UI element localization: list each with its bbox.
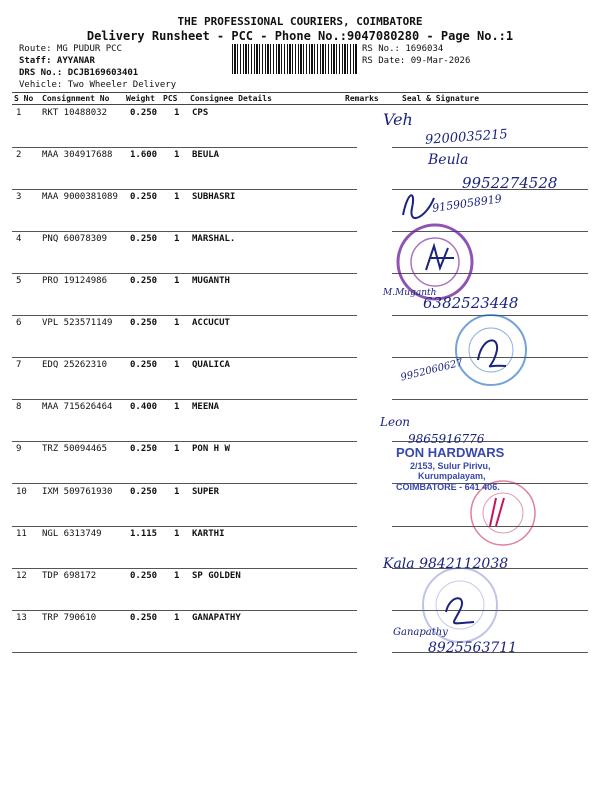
cell-sno: 7 bbox=[16, 360, 22, 370]
barcode bbox=[232, 44, 358, 74]
cell-pcs: 1 bbox=[174, 487, 180, 497]
cell-sno: 3 bbox=[16, 192, 22, 202]
handwriting-row8-phone: 9865916776 bbox=[408, 432, 485, 446]
cell-pcs: 1 bbox=[174, 276, 180, 286]
handwriting-row11: Kala 9842112038 bbox=[383, 556, 509, 572]
cell-consignee: MEENA bbox=[192, 402, 220, 412]
stamp-name: PON HARDWARS bbox=[396, 445, 505, 460]
signature-row6 bbox=[472, 330, 512, 370]
cell-pcs: 1 bbox=[174, 360, 180, 370]
handwriting-row5-phone: 6382523448 bbox=[423, 294, 519, 312]
cell-weight: 1.115 bbox=[130, 529, 158, 539]
cell-pcs: 1 bbox=[174, 318, 180, 328]
cell-weight: 0.400 bbox=[130, 402, 158, 412]
cell-consignee: BEULA bbox=[192, 150, 220, 160]
cell-weight: 0.250 bbox=[130, 318, 158, 328]
cell-consignment: TRZ 50094465 bbox=[42, 444, 108, 454]
cell-consignee: SUBHASRI bbox=[192, 192, 236, 202]
handwriting-row3: 9159058919 bbox=[431, 192, 503, 215]
cell-weight: 0.250 bbox=[130, 108, 158, 118]
cell-consignment: RKT 10488032 bbox=[42, 108, 108, 118]
signature-row10 bbox=[482, 492, 512, 532]
stamp-address-3: COIMBATORE - 641 406. bbox=[396, 482, 500, 493]
cell-sno: 13 bbox=[16, 613, 27, 623]
cell-weight: 0.250 bbox=[130, 234, 158, 244]
handwriting-row2-name: Beula bbox=[428, 152, 469, 168]
rs-number: RS No.: 1696034 bbox=[362, 44, 444, 54]
handwriting-row13-name: Ganapathy bbox=[393, 627, 448, 638]
cell-consignment: PRO 19124986 bbox=[42, 276, 108, 286]
cell-pcs: 1 bbox=[174, 192, 180, 202]
cell-consignment: VPL 523571149 bbox=[42, 318, 113, 328]
cell-sno: 12 bbox=[16, 571, 27, 581]
cell-consignment: PNQ 60078309 bbox=[42, 234, 108, 244]
cell-consignment: TRP 790610 bbox=[42, 613, 97, 623]
cell-sno: 9 bbox=[16, 444, 22, 454]
signature-row4 bbox=[420, 240, 460, 276]
cell-pcs: 1 bbox=[174, 402, 180, 412]
cell-sno: 1 bbox=[16, 108, 22, 118]
handwriting-row5-name: M.Muganth bbox=[383, 288, 437, 298]
cell-consignee: PON H W bbox=[192, 444, 230, 454]
cell-consignee: SP GOLDEN bbox=[192, 571, 241, 581]
table-row bbox=[12, 232, 588, 274]
cell-consignee: QUALICA bbox=[192, 360, 230, 370]
table-top-rule bbox=[12, 92, 588, 93]
table-row bbox=[12, 190, 588, 232]
signature-row12 bbox=[440, 592, 480, 628]
route-label: Route: MG PUDUR PCC bbox=[19, 44, 122, 54]
cell-sno: 2 bbox=[16, 150, 22, 160]
col-sno: S No bbox=[14, 94, 34, 103]
cell-pcs: 1 bbox=[174, 108, 180, 118]
cell-weight: 0.250 bbox=[130, 487, 158, 497]
cell-consignee: ACCUCUT bbox=[192, 318, 230, 328]
cell-pcs: 1 bbox=[174, 571, 180, 581]
cell-consignment: IXM 509761930 bbox=[42, 487, 113, 497]
table-header-rule bbox=[12, 104, 588, 105]
cell-sno: 6 bbox=[16, 318, 22, 328]
cell-consignee: CPS bbox=[192, 108, 209, 118]
handwriting-row2-number: 9200035215 bbox=[424, 127, 509, 148]
staff-label: Staff: AYYANAR bbox=[19, 56, 95, 66]
drs-number: DRS No.: DCJB169603401 bbox=[19, 68, 139, 78]
cell-pcs: 1 bbox=[174, 444, 180, 454]
cell-weight: 1.600 bbox=[130, 150, 158, 160]
runsheet-subtitle: Delivery Runsheet - PCC - Phone No.:9047080280 - Page No.:1 bbox=[86, 29, 514, 43]
cell-sno: 5 bbox=[16, 276, 22, 286]
cell-weight: 0.250 bbox=[130, 192, 158, 202]
table-row bbox=[12, 400, 588, 442]
cell-pcs: 1 bbox=[174, 529, 180, 539]
cell-consignment: EDQ 25262310 bbox=[42, 360, 108, 370]
cell-consignment: MAA 304917688 bbox=[42, 150, 113, 160]
cell-weight: 0.250 bbox=[130, 444, 158, 454]
cell-consignee: MUGANTH bbox=[192, 276, 230, 286]
cell-sno: 4 bbox=[16, 234, 22, 244]
handwriting-row7: 9952060627 bbox=[399, 357, 465, 384]
cell-sno: 10 bbox=[16, 487, 27, 497]
cell-consignee: SUPER bbox=[192, 487, 220, 497]
cell-sno: 11 bbox=[16, 529, 27, 539]
cell-consignee: MARSHAL. bbox=[192, 234, 236, 244]
handwriting-row2-phone: 9952274528 bbox=[462, 174, 558, 192]
cell-consignment: NGL 6313749 bbox=[42, 529, 102, 539]
col-consignment: Consignment No bbox=[42, 94, 110, 103]
cell-consignee: KARTHI bbox=[192, 529, 225, 539]
col-seal: Seal & Signature bbox=[402, 94, 480, 103]
cell-consignment: TDP 698172 bbox=[42, 571, 97, 581]
cell-sno: 8 bbox=[16, 402, 22, 412]
cell-pcs: 1 bbox=[174, 234, 180, 244]
handwriting-row1: Veh bbox=[383, 110, 413, 129]
cell-consignment: MAA 9000381089 bbox=[42, 192, 118, 202]
signature-row3 bbox=[398, 190, 438, 222]
cell-weight: 0.250 bbox=[130, 276, 158, 286]
cell-pcs: 1 bbox=[174, 613, 180, 623]
row-divider bbox=[12, 483, 357, 484]
stamp-address-2: Kurumpalayam, bbox=[418, 471, 486, 482]
col-weight: Weight bbox=[126, 94, 155, 103]
table-row bbox=[12, 569, 588, 611]
row-divider bbox=[12, 652, 357, 653]
cell-consignee: GANAPATHY bbox=[192, 613, 241, 623]
handwriting-row13-phone: 8925563711 bbox=[428, 640, 518, 656]
stamp-address-1: 2/153, Sulur Pirivu, bbox=[410, 460, 491, 471]
col-consignee: Consignee Details bbox=[190, 94, 272, 103]
vehicle-label: Vehicle: Two Wheeler Delivery bbox=[19, 80, 177, 90]
cell-consignment: MAA 715626464 bbox=[42, 402, 113, 412]
col-remarks: Remarks bbox=[345, 94, 379, 103]
cell-pcs: 1 bbox=[174, 150, 180, 160]
rs-date: RS Date: 09-Mar-2026 bbox=[362, 56, 471, 66]
company-title: THE PROFESSIONAL COURIERS, COIMBATORE bbox=[177, 15, 423, 28]
cell-weight: 0.250 bbox=[130, 613, 158, 623]
pon-hardwars-stamp bbox=[396, 445, 504, 493]
cell-weight: 0.250 bbox=[130, 360, 158, 370]
handwriting-row8: Leon bbox=[380, 415, 411, 429]
cell-weight: 0.250 bbox=[130, 571, 158, 581]
col-pcs: PCS bbox=[163, 94, 178, 103]
